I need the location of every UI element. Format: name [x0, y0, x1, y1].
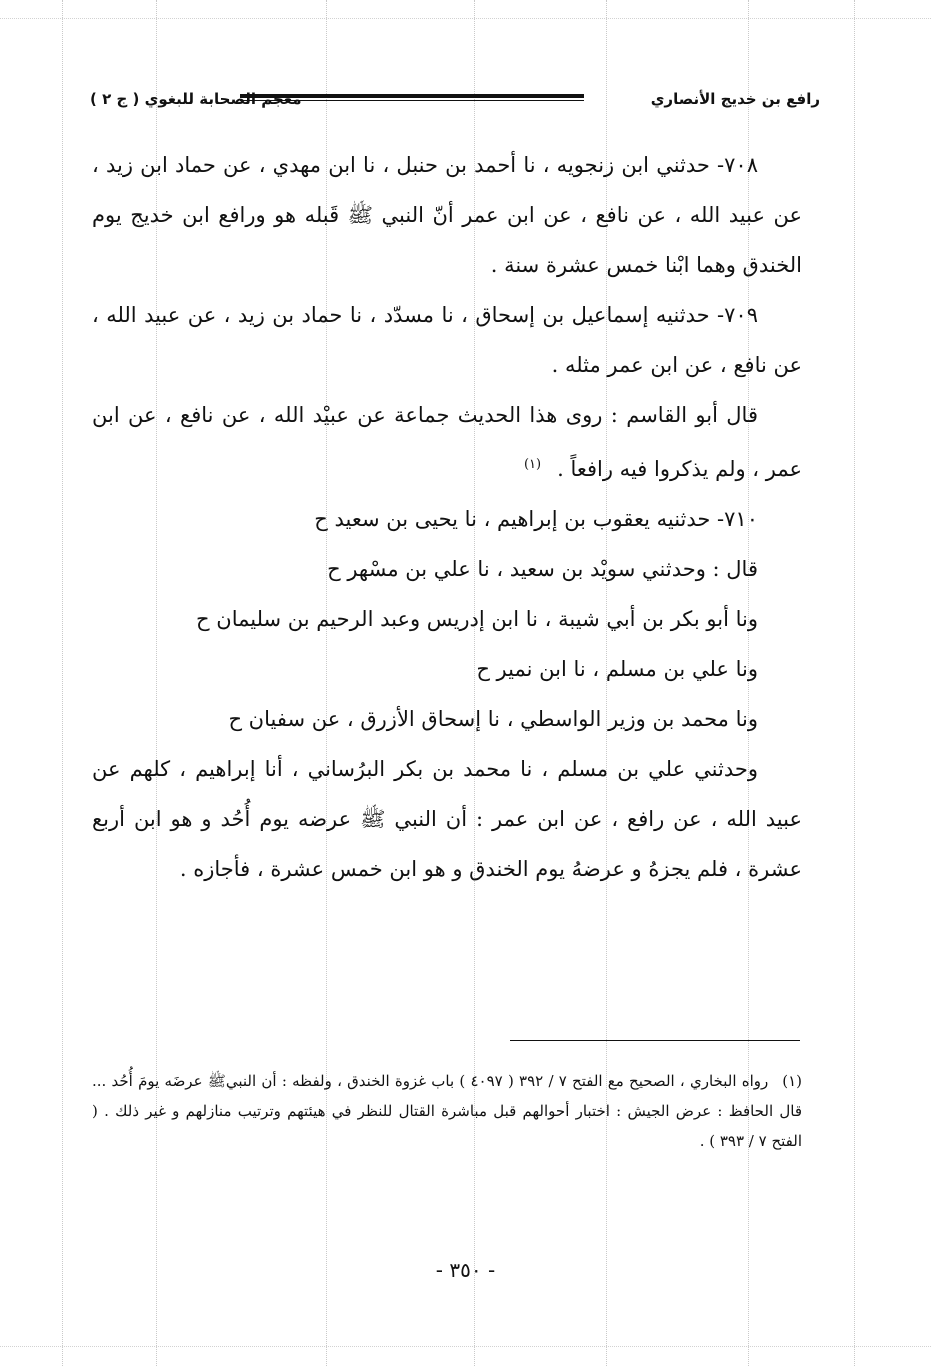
footnote: [92, 1066, 802, 1156]
chain-line: ونا علي بن مسلم ، نا ابن نمير ح: [476, 657, 758, 681]
main-text: [92, 140, 802, 894]
page-number: - ٣٥٠ -: [435, 1258, 496, 1282]
commentary-text: قال أبو القاسم : روى هذا الحديث جماعة عن عبيْد الله ، عن نافع ، عن ابن عمر ، ولم يذكروا فيه رافعاً .: [92, 403, 802, 481]
footnote-number: (١): [782, 1072, 803, 1090]
footnote-separator: [510, 1040, 800, 1041]
chain-line: ٧١٠- حدثنيه يعقوب بن إبراهيم ، نا يحيى بن سعيد ح: [314, 507, 758, 531]
hadith-paragraph: وحدثني علي بن مسلم ، نا محمد بن بكر البرُساني ، أنا إبراهيم ، كلهم عن عبيد الله ، عن رافع ، عن ابن عمر : أن النبي ﷺ عرضه يوم أُحُد و هو ابن أربع عشرة ، فلم يجزهُ و عرضهُ يوم الخندق و هو ابن خمس عشرة ، فأجازه .: [92, 757, 802, 881]
header-section-title: رافع بن خديج الأنصاري: [650, 90, 820, 108]
commentary-paragraph: [92, 390, 802, 494]
scan-guide-line: [854, 0, 855, 1366]
scan-guide-line: [0, 18, 931, 19]
chain-line: ونا محمد بن وزير الواسطي ، نا إسحاق الأزرق ، عن سفيان ح: [228, 707, 758, 731]
scan-guide-line: [62, 0, 63, 1366]
footnote-text: رواه البخاري ، الصحيح مع الفتح ٧ / ٣٩٢ ( ٤٠٩٧ ) باب غزوة الخندق ، ولفظه : أن النبيﷺ عرضَه يومَ أُحُد ... قال الحافظ : عرض الجيش : اختبار أحوالهم قبل مباشرة القتال للنظر في هيئتهم وترتيب منازلهم و غير ذلك . ( الفتح ٧ / ٣٩٣ ) .: [92, 1072, 802, 1150]
header-book-title: معجم الصحابة للبغوي ( ج ٢ ): [90, 90, 302, 108]
hadith-paragraph: ٧٠٨- حدثني ابن زنجويه ، نا أحمد بن حنبل ، نا ابن مهدي ، عن حماد ابن زيد ، عن عبيد الله ، عن نافع ، عن ابن عمر أنّ النبي ﷺ قَبله هو ورافع ابن خديج يوم الخندق وهما ابْنا خمس عشرة سنة .: [92, 153, 802, 277]
hadith-paragraph: ٧٠٩- حدثنيه إسماعيل بن إسحاق ، نا مسدّد ، نا حماد بن زيد ، عن عبيد الله ، عن نافع ، عن ابن عمر مثله .: [92, 303, 802, 377]
running-header: [90, 86, 820, 116]
chain-line: ونا أبو بكر بن أبي شيبة ، نا ابن إدريس وعبد الرحيم بن سليمان ح: [196, 607, 758, 631]
scan-guide-line: [0, 1346, 931, 1347]
chain-line: قال : وحدثني سويْد بن سعيد ، نا علي بن مسْهر ح: [327, 557, 758, 581]
footnote-reference[interactable]: (١): [523, 457, 542, 472]
